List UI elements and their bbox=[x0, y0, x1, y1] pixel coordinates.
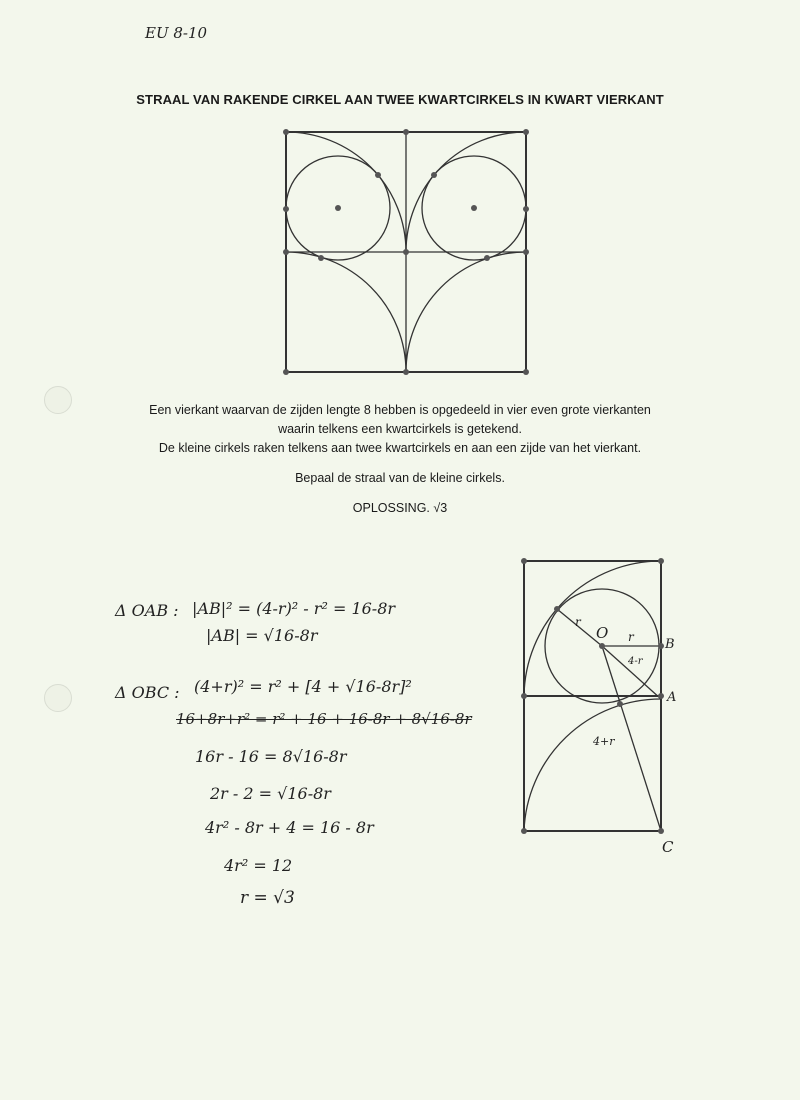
quarter-arc-bottom-right bbox=[406, 252, 526, 372]
solution: OPLOSSING. √3 bbox=[352, 501, 448, 515]
obc-eq5: 4r² - 8r + 4 = 16 - 8r bbox=[205, 818, 374, 837]
quarter-arc-bottom-left bbox=[286, 252, 406, 372]
page-title: STRAAL VAN RAKENDE CIRKEL AAN TWEE KWARTCIRKELS IN KWART VIERKANT bbox=[136, 92, 664, 107]
punch-hole bbox=[44, 684, 72, 712]
obc-eq1: (4+r)² = r² + [4 + √16-8r]² bbox=[194, 677, 412, 696]
center-left bbox=[335, 205, 341, 211]
corner-note: EU 8-10 bbox=[145, 24, 208, 42]
label-4-minus-r: 4-r bbox=[628, 656, 643, 667]
obc-label: Δ OBC : bbox=[115, 683, 180, 702]
label-B: B bbox=[665, 637, 675, 652]
oab-eq2: |AB| = √16-8r bbox=[206, 626, 318, 645]
obc-eq3: 16r - 16 = 8√16-8r bbox=[195, 747, 347, 766]
description-line-3: De kleine cirkels raken telkens aan twee kwartcirkels en aan een zijde van het vierkant. bbox=[158, 441, 642, 455]
description-line-1: Een vierkant waarvan de zijden lengte 8 hebben is opgedeeld in vier even grote vierkanten bbox=[149, 403, 651, 417]
center-right bbox=[471, 205, 477, 211]
description-line-2: waarin telkens een kwartcirkels is getekend. bbox=[278, 422, 522, 436]
oab-eq1: |AB|² = (4-r)² - r² = 16-8r bbox=[192, 599, 396, 618]
label-O: O bbox=[596, 624, 609, 642]
label-r1: r bbox=[575, 615, 581, 629]
obc-eq6: 4r² = 12 bbox=[224, 856, 293, 875]
obc-eq4: 2r - 2 = √16-8r bbox=[210, 784, 331, 803]
oab-label: Δ OAB : bbox=[115, 601, 179, 620]
question: Bepaal de straal van de kleine cirkels. bbox=[295, 471, 505, 485]
label-4-plus-r: 4+r bbox=[593, 735, 615, 748]
punch-hole bbox=[44, 386, 72, 414]
label-C: C bbox=[662, 838, 674, 856]
label-r2: r bbox=[628, 630, 634, 644]
obc-eq2: 16+8r+r² = r² + 16 + 16-8r + 8√16-8r bbox=[176, 710, 472, 728]
obc-eq7: r = √3 bbox=[240, 888, 295, 908]
label-A: A bbox=[667, 690, 677, 705]
sketch-arc-top bbox=[524, 561, 661, 696]
